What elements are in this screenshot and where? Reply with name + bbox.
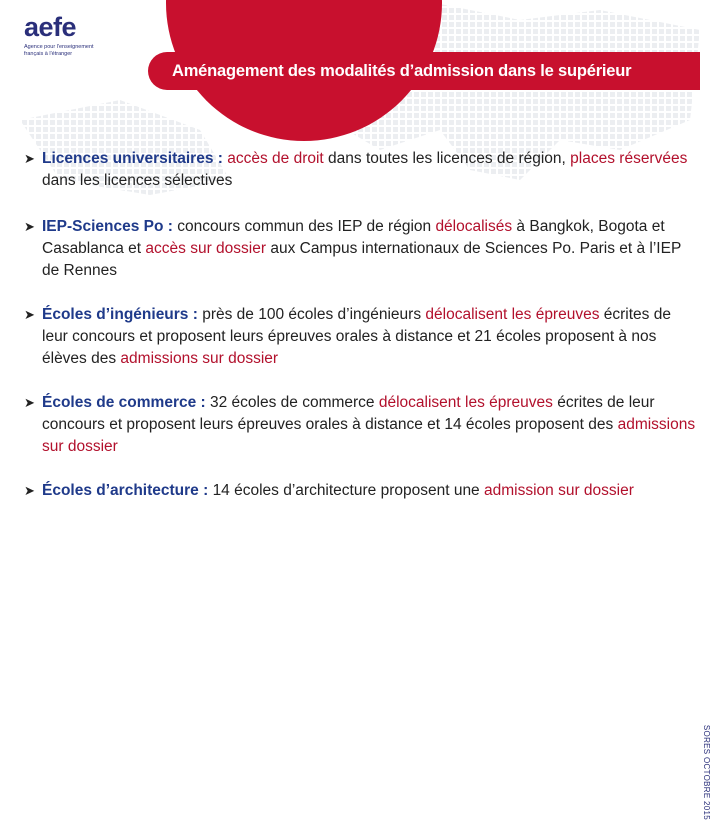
side-label-box: [702, 400, 715, 820]
item-highlight: admissions sur dossier: [42, 416, 696, 455]
item-term: Écoles d’ingénieurs :: [42, 306, 203, 323]
item-text: 14 écoles d’architecture proposent une: [212, 482, 484, 499]
list-item-text: [42, 216, 696, 282]
item-highlight: accès de droit: [227, 150, 324, 167]
item-highlight: délocalisés: [435, 218, 513, 235]
item-text: dans toutes les licences de région,: [323, 150, 571, 167]
arrow-bullet-icon: ➤: [24, 395, 35, 410]
page-title: Aménagement des modalités d’admission dans le supérieur: [172, 61, 632, 80]
item-text: écrites de leur concours et proposent leurs épreuves orales à distance et 14 écoles proposent des: [42, 394, 655, 433]
logo-tagline: Agence pour l'enseignement français à l'étranger: [24, 44, 94, 57]
logo-wordmark: aefe: [24, 12, 77, 42]
arrow-bullet-icon: ➤: [24, 483, 35, 498]
list-item-text: [42, 392, 696, 458]
arrow-bullet-icon: ➤: [24, 151, 35, 166]
list-item-ingenieurs: [24, 304, 696, 370]
item-text: aux Campus internationaux de Sciences Po. Paris et à l’IEP de Rennes: [42, 240, 682, 279]
list-item-architecture: [24, 480, 696, 502]
item-text: 32 écoles de commerce: [210, 394, 379, 411]
list-item-text: [42, 304, 696, 370]
list-item-iep: [24, 216, 696, 282]
title-banner: [148, 52, 700, 90]
item-text: concours commun des IEP de région: [177, 218, 436, 235]
list-item-text: [42, 480, 696, 502]
item-text: écrites de leur concours et proposent leurs épreuves orales à distance et 21 écoles proposent à nos élèves des: [42, 306, 671, 367]
side-label: SORES OCTOBRE 2015: [702, 724, 711, 820]
item-term: Écoles de commerce :: [42, 394, 210, 411]
list-item-licences: [24, 148, 696, 192]
item-highlight: accès sur dossier: [145, 240, 267, 257]
item-highlight: places réservées: [570, 150, 688, 167]
item-highlight: admissions sur dossier: [120, 350, 279, 367]
item-highlight: admission sur dossier: [484, 482, 634, 499]
item-term: IEP-Sciences Po :: [42, 218, 178, 235]
arrow-bullet-icon: ➤: [24, 307, 35, 322]
item-highlight: délocalisent les épreuves: [378, 394, 553, 411]
list-item-commerce: [24, 392, 696, 458]
item-term: Écoles d’architecture :: [42, 482, 213, 499]
item-text: près de 100 écoles d’ingénieurs: [202, 306, 426, 323]
aefe-logo: [24, 14, 94, 57]
item-text: dans les licences sélectives: [42, 172, 233, 189]
list-item-text: [42, 148, 696, 192]
item-text: à Bangkok, Bogota et Casablanca et: [42, 218, 665, 257]
arrow-bullet-icon: ➤: [24, 219, 35, 234]
bullet-list: [24, 148, 696, 502]
item-term: Licences universitaires :: [42, 150, 228, 167]
item-highlight: délocalisent les épreuves: [425, 306, 600, 323]
